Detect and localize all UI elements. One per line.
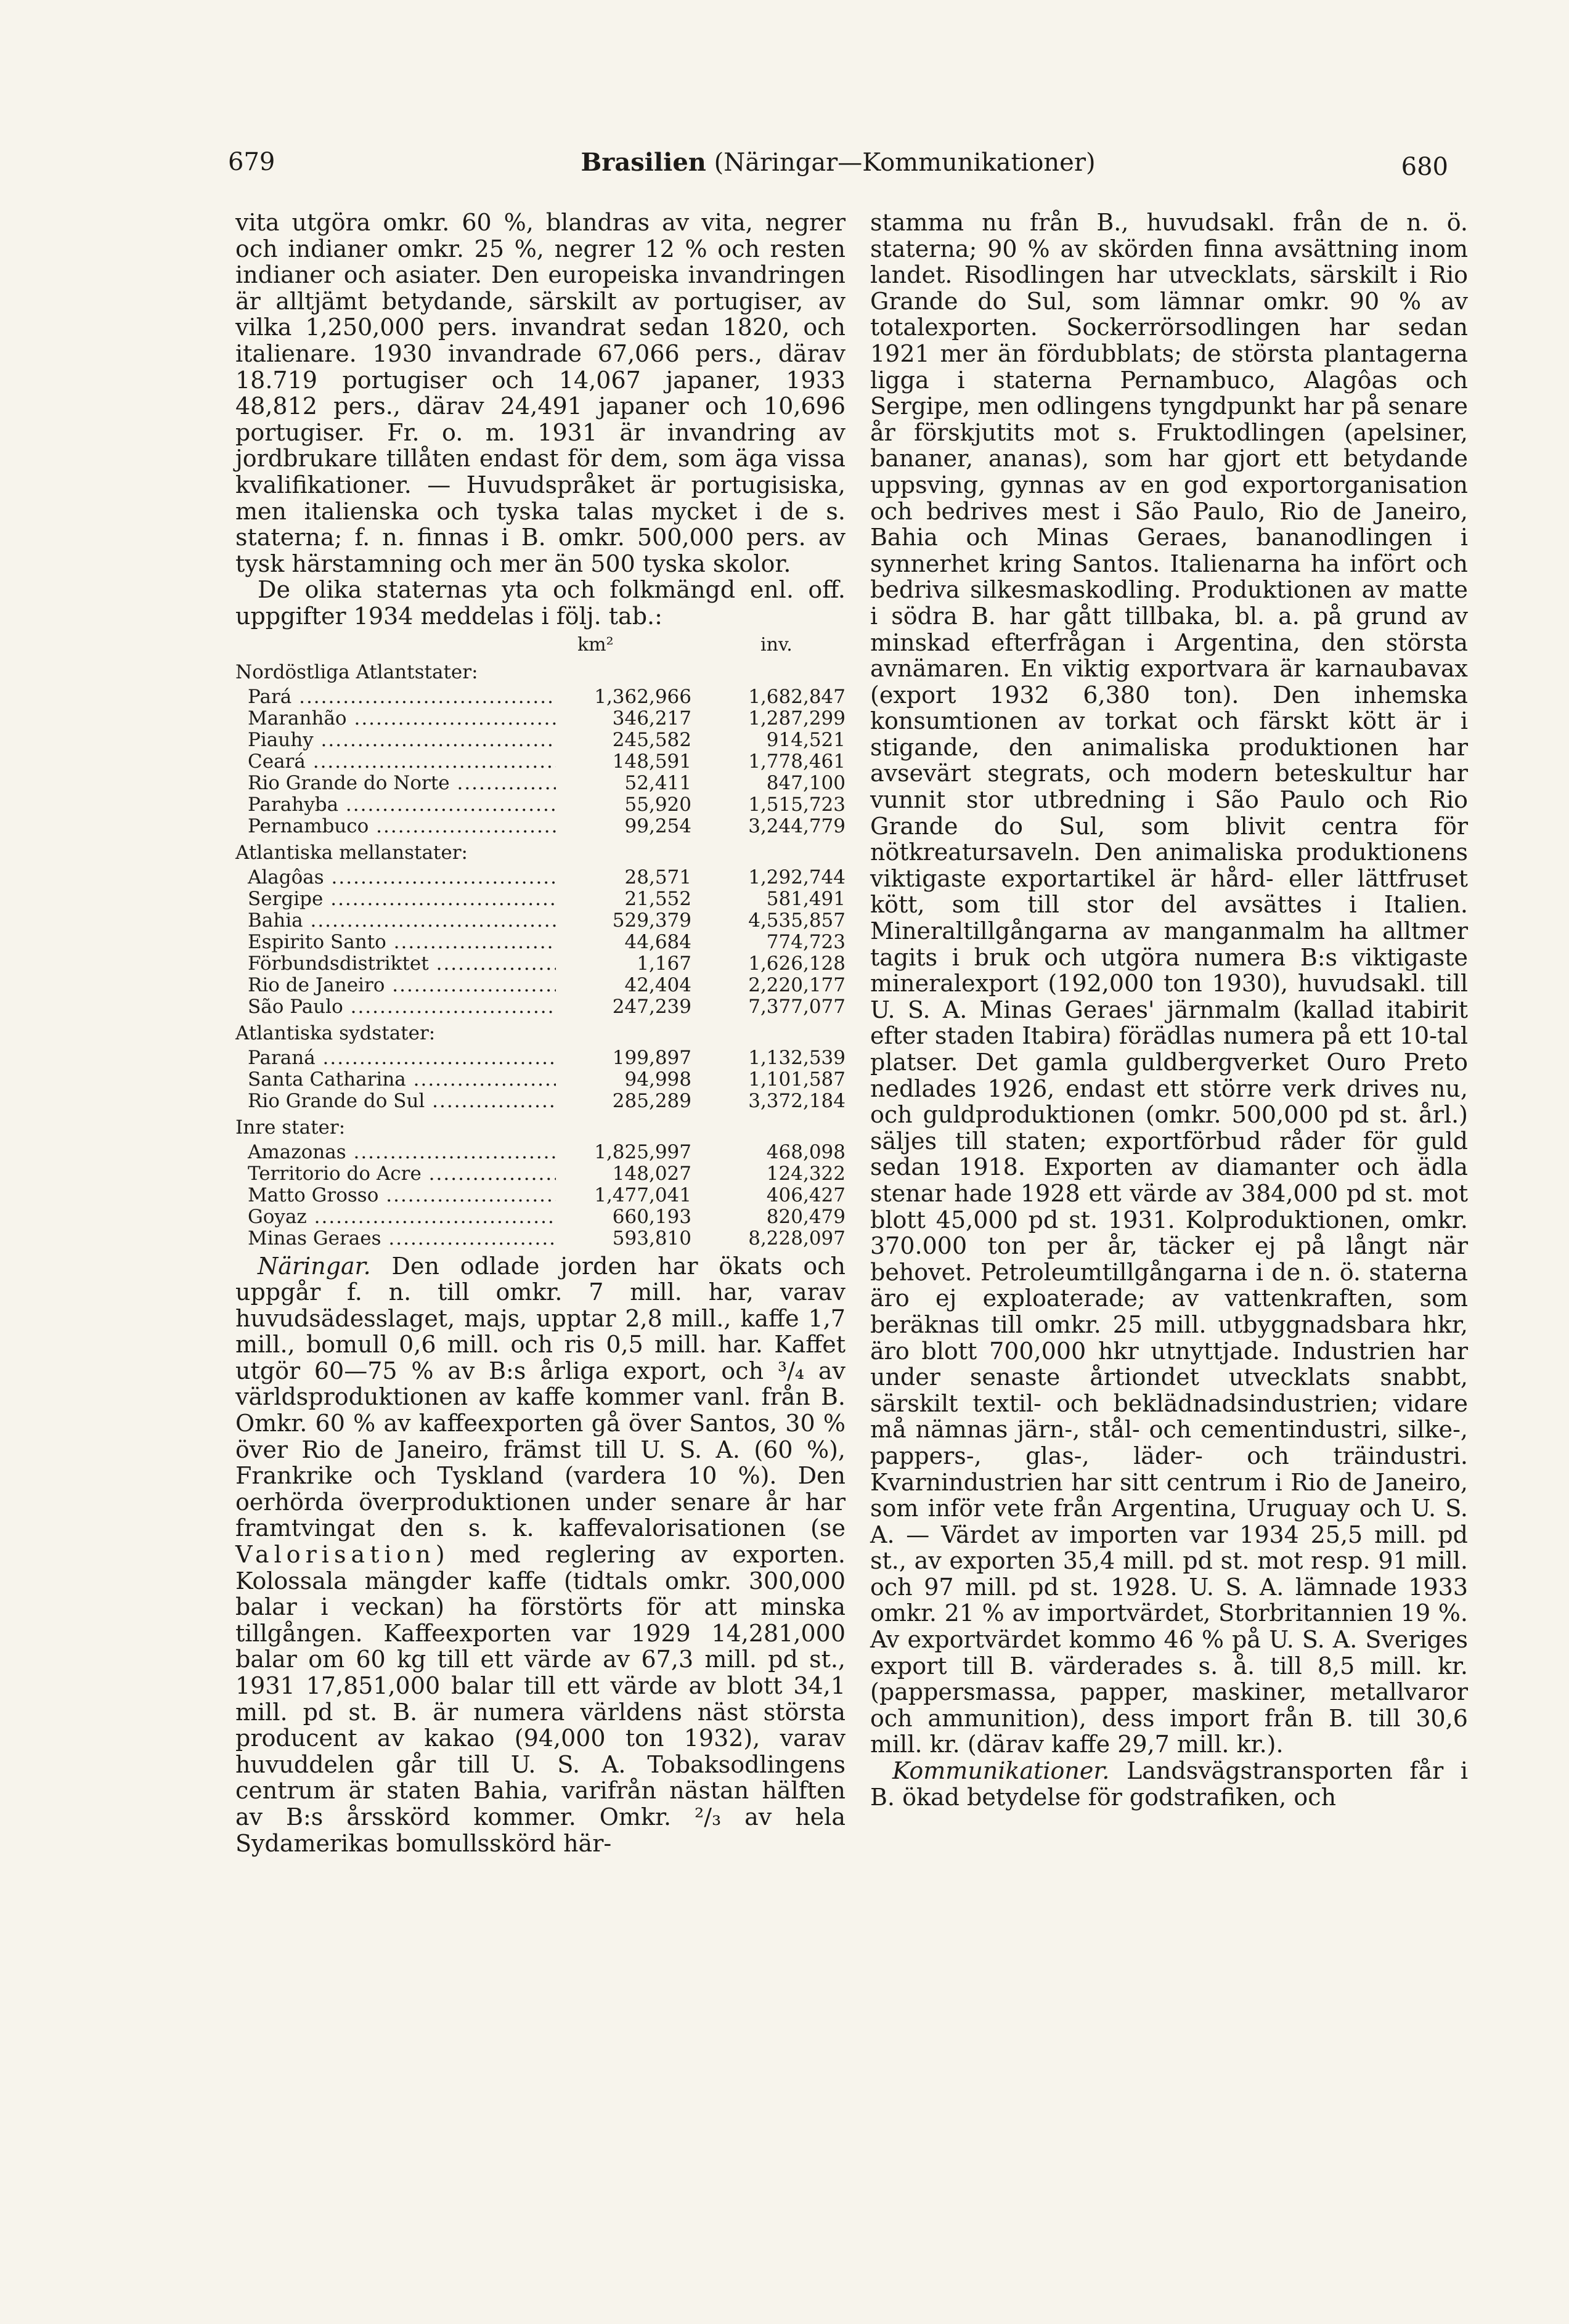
- page-header: [228, 148, 1448, 185]
- state-name: Piauhy .....: [235, 729, 556, 750]
- intro-paragraph: vita utgöra omkr. 60 %, blandras av vita, negrer och indianer omkr. 25 %, negrer 12 % och resten indianer och asiater. Den europeiska invandringen är alltjämt betydande, särskilt av portugiser, av vilka 1,250,000 pers. invandrat sedan 1820, och italienare. 1930 invandrade 67,066 pers., därav 18.719 portugiser och 14,067 japaner, 1933 48,812 pers., därav 24,491 japaner och 10,696 portugiser. Fr. o. m. 1931 är invandring av jordbrukare tillåten endast för dem, som äga vissa kvalifikationer. — Huvudspråket är portugisiska, men italienska och tyska talas mycket i de s. staterna; f. n. finnas i B. omkr. 500,000 pers. av tysk härstamning och mer än 500 tyska skolor.: [235, 209, 846, 577]
- table-row: [235, 1047, 846, 1069]
- state-name: Parahyba .....: [235, 794, 556, 815]
- table-header: [235, 635, 846, 657]
- area-cell: 1,825,997: [594, 1140, 691, 1163]
- kommunikationer-paragraph: [870, 1758, 1468, 1810]
- table-group-heading: Inre stater:: [235, 1116, 346, 1139]
- area-cell: 285,289: [612, 1089, 691, 1112]
- table-row: [235, 773, 846, 794]
- population-table: [235, 635, 846, 1249]
- state-name: Matto Grosso .....: [235, 1185, 556, 1206]
- page-number-right: 680: [1401, 153, 1448, 181]
- col-area-header: km²: [577, 633, 614, 656]
- population-cell: 7,377,077: [748, 995, 846, 1018]
- table-row: [235, 1206, 846, 1228]
- population-cell: 581,491: [766, 887, 846, 910]
- state-name: Goyaz .....: [235, 1206, 556, 1227]
- table-row: [235, 1163, 846, 1185]
- area-cell: 1,477,041: [594, 1184, 691, 1206]
- state-name: Santa Catharina .....: [235, 1069, 556, 1090]
- area-cell: 1,167: [637, 952, 691, 975]
- area-cell: 247,239: [612, 995, 691, 1018]
- area-cell: 52,411: [624, 771, 691, 794]
- population-cell: 1,132,539: [748, 1046, 846, 1069]
- population-cell: 124,322: [766, 1162, 846, 1185]
- population-cell: 1,778,461: [748, 750, 846, 773]
- area-cell: 148,591: [612, 750, 691, 773]
- title-rest: (Näringar—Kommunikationer): [706, 148, 1096, 177]
- population-cell: 406,427: [766, 1184, 846, 1206]
- population-cell: 3,372,184: [748, 1089, 846, 1112]
- area-cell: 94,998: [624, 1068, 691, 1091]
- area-cell: 21,552: [624, 887, 691, 910]
- running-title: [228, 148, 1448, 177]
- area-cell: 42,404: [624, 973, 691, 996]
- table-intro: De olika staternas yta och folkmängd enl. off. uppgifter 1934 meddelas i följ. tab.:: [235, 576, 846, 630]
- population-cell: 1,682,847: [748, 685, 846, 708]
- population-cell: 2,220,177: [748, 973, 846, 996]
- area-cell: 28,571: [624, 866, 691, 888]
- area-cell: 1,362,966: [594, 685, 691, 708]
- table-row: [235, 888, 846, 910]
- table-row: [235, 1091, 846, 1112]
- table-row: [235, 794, 846, 816]
- population-cell: 1,626,128: [748, 952, 846, 975]
- state-name: Rio Grande do Norte .....: [235, 773, 556, 794]
- population-cell: 1,292,744: [748, 866, 846, 888]
- table-group-heading: Atlantiska mellanstater:: [235, 841, 468, 864]
- population-cell: 1,515,723: [748, 793, 846, 816]
- naringar-text-a: Den odlade jorden har ökats och uppgår f. n. till omkr. 7 mill. har, varav huvudsädesslaget, majs, upptar 2,8 mill., kaffe 1,7 mill., bomull 0,6 mill. och ris 0,5 mill. har. Kaffet utgör 60—75 % av B:s årliga export, och ³/₄ av världsproduktionen av kaffe kommer vanl. från B. Omkr. 60 % av kaffeexporten gå över Santos, 30 % över Rio de Janeiro, främst till U. S. A. (60 %), Frankrike och Tyskland (vardera 10 %). Den oerhörda överproduktionen under senare år har framtvingat den s. k. kaffevalorisationen (se: [235, 1252, 846, 1542]
- state-name: Amazonas .....: [235, 1142, 556, 1163]
- state-name: Espirito Santo .....: [235, 932, 556, 953]
- table-body: [235, 662, 846, 1249]
- population-cell: 468,098: [766, 1140, 846, 1163]
- area-cell: 148,027: [612, 1162, 691, 1185]
- right-column: [870, 209, 1468, 1810]
- state-name: Förbundsdistriktet .....: [235, 953, 556, 974]
- population-cell: 1,287,299: [748, 707, 846, 729]
- area-cell: 199,897: [612, 1046, 691, 1069]
- state-name: Pará .....: [235, 686, 556, 707]
- kommunikationer-heading: Kommunikationer.: [892, 1757, 1110, 1785]
- population-cell: 774,723: [766, 930, 846, 953]
- state-name: São Paulo .....: [235, 996, 556, 1017]
- left-column: [235, 209, 846, 1856]
- table-row: [235, 932, 846, 953]
- state-name: Paraná .....: [235, 1047, 556, 1068]
- table-row: [235, 867, 846, 888]
- naringar-paragraph: [235, 1253, 846, 1857]
- area-cell: 55,920: [624, 793, 691, 816]
- population-cell: 1,101,587: [748, 1068, 846, 1091]
- table-row: [235, 686, 846, 708]
- population-cell: 914,521: [766, 728, 846, 751]
- valorisation-link[interactable]: Valorisation: [235, 1541, 436, 1569]
- naringar-heading: Näringar.: [258, 1252, 371, 1280]
- naringar-text-b: ) med reglering av exporten. Kolossala mängder kaffe (tidtals omkr. 300,000 balar i veckan) ha förstörts för att minska tillgången. Kaffeexporten var 1929 14,281,000 balar om 60 kg till ett värde av 67,3 mill. pd st., 1931 17,851,000 balar till ett värde av blott 34,1 mill. pd st. B. är numera världens näst största producent av kakao (94,000 ton 1932), varav huvuddelen går till U. S. A. Tobaksodlingens centrum är staten Bahia, varifrån nästan hälften av B:s årsskörd kommer. Omkr. ²/₃ av hela Sydamerikas bomullsskörd här-: [235, 1541, 846, 1857]
- state-name: Ceará .....: [235, 751, 556, 772]
- state-name: Pernambuco .....: [235, 816, 556, 837]
- state-name: Bahia .....: [235, 910, 556, 931]
- state-name: Sergipe .....: [235, 888, 556, 909]
- table-row: [235, 1142, 846, 1163]
- col-pop-header: inv.: [760, 633, 793, 656]
- table-row: [235, 708, 846, 729]
- table-row: [235, 816, 846, 837]
- right-paragraph: stamma nu från B., huvudsakl. från de n. ö. staterna; 90 % av skörden finna avsättning inom landet. Risodlingen har utvecklats, särskilt i Rio Grande do Sul, som lämnar omkr. 90 % av totalexporten. Sockerrörsodlingen har sedan 1921 mer än fördubblats; de största plantagerna ligga i staterna Pernambuco, Alagôas och Sergipe, men odlingens tyngdpunkt har på senare år förskjutits mot s. Fruktodlingen (apelsiner, bananer, ananas), som har gjort ett betydande uppsving, gynnas av en god exportorganisation och bedrives mest i São Paulo, Rio de Janeiro, Bahia och Minas Geraes, bananodlingen i synnerhet kring Santos. Italienarna ha infört och bedriva silkesmaskodling. Produktionen av matte i södra B. har gått tillbaka, bl. a. på grund av minskad efterfrågan i Argentina, den största avnämaren. En viktig exportvara är karnaubavax (export 1932 6,380 ton). Den inhemska konsumtionen av torkat och färskt kött är i stigande, den animaliska produktionen har avsevärt stegrats, och modern beteskultur har vunnit stor utbredning i São Paulo och Rio Grande do Sul, som blivit centra för nötkreatursaveln. Den animaliska produktionens viktigaste exportartikel är hård- eller lättfruset kött, som till stor del avsättes i Italien. Mineraltillgångarna av manganmalm ha alltmer tagits i bruk och utgöra numera B:s viktigaste mineralexport (192,000 ton 1930), huvudsakl. till U. S. A. Minas Geraes' järnmalm (kallad itabirit efter staden Itabira) förädlas numera på ett 10-tal platser. Det gamla guldbergverket Ouro Preto nedlades 1926, endast ett större verk drives nu, och guldproduktionen (omkr. 500,000 pd st. årl.) säljes till staten; exportförbud råder för guld sedan 1918. Exporten av diamanter och ädla stenar hade 1928 ett värde av 384,000 pd st. mot blott 45,000 pd st. 1931. Kolproduktionen, omkr. 370.000 ton per år, täcker ej på långt när behovet. Petroleumtillgångarna i de n. ö. staterna äro ej exploaterade; av vattenkraften, som beräknas till omkr. 25 mill. utbyggnadsbara hkr, äro blott 700,000 hkr utnyttjade. Industrien har under senaste årtiondet utvecklats snabbt, särskilt textil- och beklädnadsindustrien; vidare må nämnas järn-, stål- och cementindustri, silke-, pappers-, glas-, läder- och träindustri. Kvarnindustrien har sitt centrum i Rio de Janeiro, som inför vete från Argentina, Uruguay och U. S. A. — Värdet av importen var 1934 25,5 mill. pd st., av exporten 35,4 mill. pd st. mot resp. 91 mill. och 97 mill. pd st. 1928. U. S. A. lämnade 1933 omkr. 21 % av importvärdet, Storbritannien 19 %. Av exportvärdet kommo 46 % på U. S. A. Sveriges export till B. värderades s. å. till 8,5 mill. kr. (pappersmassa, papper, maskiner, metallvaror och ammunition), dess import från B. till 30,6 mill. kr. (därav kaffe 29,7 mill. kr.).: [870, 209, 1468, 1758]
- kommunikationer-text: Landsvägstransporten får i B. ökad betydelse för godstrafiken, och: [870, 1757, 1468, 1811]
- state-name: Rio de Janeiro .....: [235, 975, 556, 996]
- state-name: Alagôas .....: [235, 867, 556, 888]
- state-name: Minas Geraes .....: [235, 1228, 556, 1249]
- table-row: [235, 729, 846, 751]
- population-cell: 820,479: [766, 1205, 846, 1228]
- table-row: [235, 1069, 846, 1091]
- population-cell: 3,244,779: [748, 815, 846, 837]
- population-cell: 4,535,857: [748, 909, 846, 932]
- table-row: [235, 910, 846, 932]
- population-cell: 847,100: [766, 771, 846, 794]
- table-row: [235, 1228, 846, 1249]
- table-row: [235, 996, 846, 1018]
- table-group-heading: Nordöstliga Atlantstater:: [235, 660, 478, 683]
- area-cell: 529,379: [612, 909, 691, 932]
- population-cell: 8,228,097: [748, 1227, 846, 1249]
- area-cell: 346,217: [612, 707, 691, 729]
- page-number-left: 679: [228, 148, 275, 176]
- area-cell: 44,684: [624, 930, 691, 953]
- state-name: Maranhão .....: [235, 708, 556, 729]
- table-row: [235, 751, 846, 773]
- state-name: Rio Grande do Sul .....: [235, 1091, 556, 1111]
- area-cell: 245,582: [612, 728, 691, 751]
- area-cell: 99,254: [624, 815, 691, 837]
- state-name: Territorio do Acre .....: [235, 1163, 556, 1184]
- table-row: [235, 1185, 846, 1206]
- table-group-heading: Atlantiska sydstater:: [235, 1022, 436, 1044]
- area-cell: 660,193: [612, 1205, 691, 1228]
- table-row: [235, 975, 846, 996]
- title-bold: Brasilien: [581, 148, 706, 177]
- area-cell: 593,810: [612, 1227, 691, 1249]
- table-row: [235, 953, 846, 975]
